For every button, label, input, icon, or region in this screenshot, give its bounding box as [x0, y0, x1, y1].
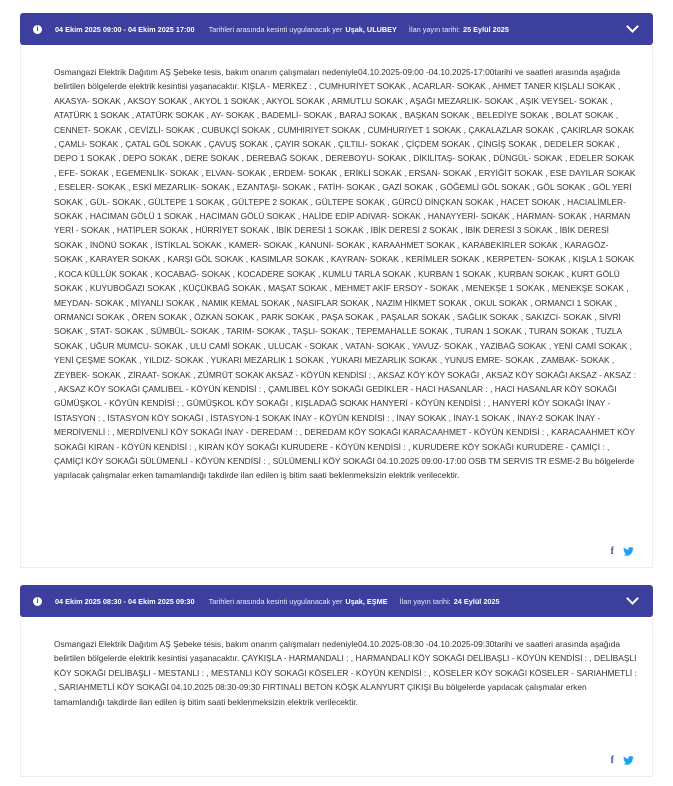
twitter-icon[interactable] [623, 756, 634, 765]
info-icon: i [33, 25, 42, 34]
facebook-icon[interactable]: f [610, 546, 614, 557]
chevron-down-icon[interactable] [626, 592, 639, 605]
location-label: Tarihleri arasında kesinti uygulanacak yer [208, 596, 343, 606]
publish-date: 25 Eylül 2025 [463, 24, 509, 34]
outage-description: Osmangazi Elektrik Dağıtım AŞ Şebeke tesis, bakım onarım çalışmaları nedeniyle04.10.2025-09:00 -04.10.2025-17:00tarihi ve saatleri arasında aşağıda belirtilen bölgelerde elektrik kesintisi yaşanacaktır. KIŞLA - MERKEZ : , CUMHURİYET SOKAK , ACARLAR- SOKAK , AHMET TANER KIŞLALI SOKAK , AKASYA- SOKAK , AKSOY SOKAK , AKYOL 1 SOKAK , AKYOL SOKAK , ARMUTLU SOKAK , AŞAĞI MEZARLIK- SOKAK , AŞIK VEYSEL- SOKAK , ATATÜRK 1 SOKAK , ATATÜRK SOKAK , AY- SOKAK , BADEMLİ- SOKAK , BARAJ SOKAK , BAŞKAN SOKAK , BELEDİYE SOKAK , BOLAT SOKAK , CENNET- SOKAK , CEVİZLİ- SOKAK , CUBUKÇİ SOKAK , CUMHIRIYET SOKAK , CUMHURIYET 1 SOKAK , ÇAKALAZLAR SOKAK , ÇAKIRLAR SOKAK , ÇAMLI- SOKAK , ÇATAL GÖL SOKAK , ÇAVUŞ SOKAK , ÇAYIR SOKAK , ÇILTILI- SOKAK , ÇİÇDEM SOKAK , ÇİNGİŞ SOKAK , DEDELER SOKAK , DEPO 1 SOKAK , DEPO SOKAK , DERE SOKAK , DEREBAĞ SOKAK , DEREBOYU- SOKAK , DİKİLİTAŞ- SOKAK , DÜNGÜL- SOKAK , EDELER SOKAK , EFE- SOKAK , EGEMENLİK- SOKAK , ELVAN- SOKAK , ERDEM- SOKAK , ERİKLİ SOKAK , ERSAN- SOKAK , ERYİĞİT SOKAK , ESE DAYILAR SOKAK , ESELER- SOKAK , ESKİ MEZARLIK- SOKAK , EZANTAŞI- SOKAK , FATİH- SOKAK , GAZİ SOKAK , GÖĞEMLİ GÖL SOKAK , GÖL SOKAK , GÖL YERİ SOKAK , GÜL- SOKAK , GÜLTEPE 1 SOKAK , GÜLTEPE 2 SOKAK , GÜLTEPE SOKAK , GÜRCÜ DİNÇKAN SOKAK , HACET SOKAK , HACIALİMLER- SOKAK , HACIMAN GÖLÜ 1 SOKAK , HACIMAN GÖLÜ SOKAK , HALİDE EDİP ADIVAR- SOKAK , HANAYYERİ- SOKAK , HARMAN- SOKAK , HARMAN YERİ - SOKAK , HATİPLER SOKAK , HÜRRİYET SOKAK , İBİK DERESİ 1 SOKAK , İBİK DERESİ 2 SOKAK , İBİK DERESİ 3 SOKAK , İBİK DERESİ SOKAK , İNÖNÜ SOKAK , İSTİKLAL SOKAK , KAMER- SOKAK , KANUNİ- SOKAK , KARAAHMET SOKAK , KARABEKİRLER SOKAK , KARAGÖZ- SOKAK , KARAYER SOKAK , KARŞI GÖL SOKAK , KASIMLAR SOKAK , KAYRAN- SOKAK , KERİMLER SOKAK , KERPETEN- SOKAK , KIŞLA 1 SOKAK , KOCA KÜLLÜK SOKAK , KOCABAĞ- SOKAK , KOCADERE SOKAK , KUMLU TARLA SOKAK , KURBAN 1 SOKAK , KURBAN SOKAK , KURT GÖLÜ SOKAK , KUYUBOĞAZI SOKAK , KÜÇÜKBAĞ SOKAK , MAŞAT SOKAK , MEHMET AKİF ERSOY - SOKAK , MENEKŞE 1 SOKAK , MENEKŞE SOKAK , MEYDAN- SOKAK , MİYANLI SOKAK , NAMIK KEMAL SOKAK , NASIFLAR SOKAK , NAZIM HİKMET SOKAK , OKUL SOKAK , ORMANCI 1 SOKAK , ORMANCI SOKAK , ÖREN SOKAK , ÖZKAN SOKAK , PARK SOKAK , PAŞA SOKAK , PAŞALAR SOKAK , SAĞLIK SOKAK , SAKIZCI- SOKAK , SİVRİ SOKAK , STAT- SOKAK , SÜMBÜL- SOKAK , TARIM- SOKAK , TAŞLI- SOKAK , TEPEMAHALLE SOKAK , TURAN 1 SOKAK , TURAN SOKAK , TUZLA SOKAK , UĞUR MUMCU- SOKAK , ULU CAMİ SOKAK , ULUCAK - SOKAK , VATAN- SOKAK , YAVUZ- SOKAK , YAZIBAĞ SOKAK , YENİ CAMİ SOKAK , YENİ ÇEŞME SOKAK , YILDIZ- SOKAK , YUKARI MEZARLIK 1 SOKAK , YUKARI MEZARLIK SOKAK , YUNUS EMRE- SOKAK , ZAMBAK- SOKAK , ZEYBEK- SOKAK , ZİRAAT- SOKAK , ZÜMRÜT SOKAK AKSAZ - KÖYÜN KENDİSİ : , AKSAZ KÖY KÖY SOKAĞI , AKSAZ KÖY SOKAĞI AKSAZ - AKSAZ : , AKSAZ KÖY SOKAĞI ÇAMLIBEL - KÖYÜN KENDİSİ : , ÇAMLIBEL KÖY SOKAĞI GEDİKLER - HACI HASANLAR : , HACI HASANLAR KÖY SOKAĞI GÜMÜŞKOL - KÖYÜN KENDİSİ : , GÜMÜŞKOL KÖY SOKAĞI , KIŞLADAĞ SOKAK HANYERİ - KÖYÜN KENDİSİ : , HANYERİ KÖY SOKAĞI İNAY - İSTASYON : , İSTASYON KÖY SOKAĞI , İSTASYON-1 SOKAK İNAY - KÖYÜN KENDİSİ : , İNAY SOKAK , İNAY-1 SOKAK , İNAY-2 SOKAK İNAY - MERDİVENLİ : , MERDİVENLİ KÖY SOKAĞI İNAY - DEREDAM : , DEREDAM KÖY SOKAĞI KARACAAHMET - KÖYÜN KENDİSİ : , KARACAAHMET KÖY SOKAĞI KIRAN - KÖYÜN KENDİSİ : , KIRAN KÖY SOKAĞI KURUDERE - KÖYÜN KENDİSİ : , KURUDERE KÖY SOKAĞI KURUDERE - ÇAMİÇİ : , ÇAMİÇİ KÖY SOKAĞI SÜLÜMENLİ - KÖYÜN KENDİSİ : , SÜLÜMENLİ KÖY SOKAĞI 04.10.2025 09:00-17:00 OSB TM SERVIS TR ESME-2 Bu bölgelerde yapılacak çalışmalar erken tamamlandığı takdirde ilan edilen iş bitim saati beklenmeksizin elektrik verilecektir. [54, 67, 636, 481]
outage-description: Osmangazi Elektrik Dağıtım AŞ Şebeke tesis, bakım onarım çalışmaları nedeniyle04.10.2025-08:30 -04.10.2025-09:30tarihi ve saatleri arasında aşağıda belirtilen bölgelerde elektrik kesintisi yaşanacaktır. ÇAYKIŞLA - HARMANDALI : , HARMANDALI KÖY SOKAĞI DELİBAŞLI - KÖYÜN KENDİSİ : , DELİBAŞLI KÖY SOKAĞI DELİBAŞLI - MESTANLI : , MESTANLI KÖY SOKAĞI KÖSELER - KÖYÜN KENDİSİ : , KÖSELER KÖY SOKAĞI KÖSELER - SARIAHMETLİ : , SARIAHMETLİ KÖY SOKAĞI 04.10.2025 08:30-09:30 FIRTINALI BETON KÖŞK ALANYURT ÇIKIŞI Bu bölgelerde yapılacak çalışmalar erken tamamlandığı takdirde ilan edilen iş bitim saati beklenmeksizin elektrik verilecektir. [54, 639, 637, 707]
chevron-down-icon[interactable] [626, 20, 639, 33]
facebook-icon[interactable]: f [610, 755, 614, 766]
outage-card-body [20, 617, 653, 777]
info-icon: i [33, 597, 42, 606]
outage-card [20, 13, 653, 568]
publish-date: 24 Eylül 2025 [453, 596, 500, 606]
outage-location: Uşak, ULUBEY [345, 24, 397, 34]
outage-card [20, 585, 653, 777]
outage-card-body [20, 45, 653, 568]
share-links [611, 755, 634, 766]
location-label: Tarihleri arasında kesinti uygulanacak yer [208, 24, 343, 34]
publish-label: İlan yayın tarihi: [408, 24, 461, 34]
outage-date-range: 04 Ekim 2025 09:00 - 04 Ekim 2025 17:00 [55, 24, 195, 34]
share-links [611, 546, 634, 557]
publish-label: İlan yayın tarihi: [399, 596, 451, 606]
outage-card-header[interactable] [20, 585, 653, 617]
twitter-icon[interactable] [623, 547, 634, 556]
outage-date-range: 04 Ekim 2025 08:30 - 04 Ekim 2025 09:30 [55, 596, 195, 606]
outage-location: Uşak, EŞME [345, 596, 388, 606]
outage-card-header[interactable] [20, 13, 653, 45]
